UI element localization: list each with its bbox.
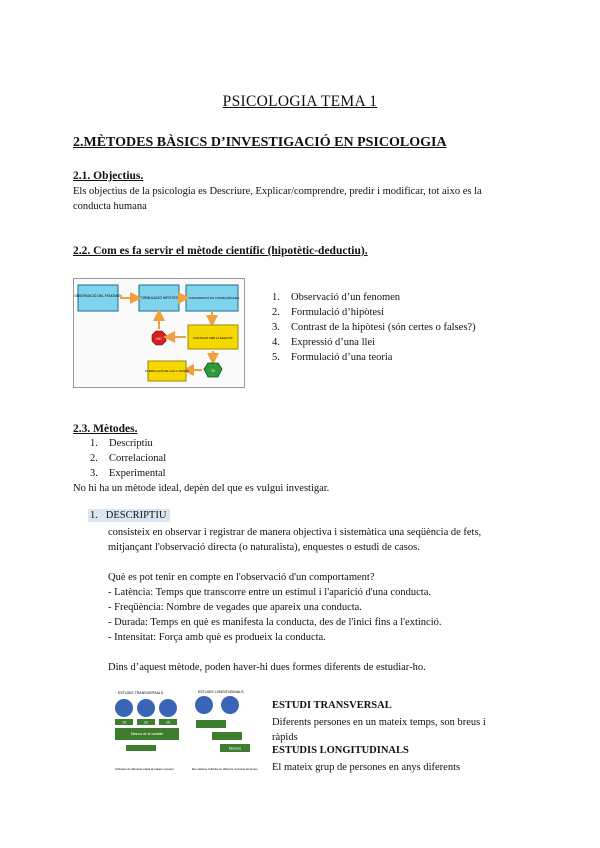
- heading-objectives: 2.1. Objectius.: [73, 170, 144, 182]
- heading-methods: 2.3. Mètodes.: [73, 423, 138, 435]
- descriptive-heading: [88, 510, 170, 521]
- list-item: [272, 320, 532, 335]
- group-circle: [115, 699, 133, 717]
- descriptive-label: DESCRIPTIU: [105, 510, 167, 521]
- go-sign-label: SI: [211, 369, 215, 373]
- longitudinal-title: ESTUDIS LONGITUDINALS: [272, 745, 409, 756]
- list-text: Expressió d’una llei: [291, 337, 375, 348]
- list-text: Observació d’un fenomen: [291, 292, 401, 303]
- descriptive-text-2: mitjançant l'observació directa (o naturalista), enquestes o estudi de casos.: [108, 542, 420, 553]
- box-contrast-label: CONTRAST AMB LA REALITAT: [193, 336, 233, 340]
- longitudinal-text: El mateix grup de persones en anys diferents: [272, 762, 461, 773]
- measure-box: [212, 732, 242, 740]
- list-num: 1.: [90, 438, 98, 449]
- list-num: 3.: [272, 322, 280, 333]
- list-num: 2.: [90, 453, 98, 464]
- list-text: Formulació d’hipòtesi: [291, 307, 385, 318]
- list-text: Formulació d’una teoria: [291, 352, 393, 363]
- fig-caption-left: Individus de diferents edats al mateix moment: [115, 767, 174, 771]
- list-text: Correlacional: [109, 453, 167, 464]
- methods-note: No hi ha un mètode ideal, depèn del que es vulgui investigar.: [73, 483, 330, 494]
- diagram-svg: [74, 279, 244, 387]
- age-label: 20: [144, 720, 148, 725]
- list-item: [272, 335, 532, 350]
- group-circle: [221, 696, 239, 714]
- box-observation: [78, 285, 118, 311]
- page-title: PSICOLOGIA TEMA 1: [222, 93, 378, 110]
- list-text: Descriptiu: [109, 438, 153, 449]
- list-text: Contrast de la hipòtesi (són certes o falses?): [291, 322, 476, 333]
- box-hypothesis-label: FORMULACIÓ HIPÒTESI: [139, 296, 179, 300]
- measure-box: [196, 720, 226, 728]
- measure-label: Mesures: [228, 746, 242, 751]
- list-num: 5.: [272, 352, 280, 363]
- measure-box: [126, 745, 156, 751]
- list-num: 1.: [272, 292, 280, 303]
- objectives-text: Els objectius de la psicologia es Descriure, Explicar/comprendre, predir i modificar, tot aixo es la conducta humana: [73, 186, 482, 212]
- list-item: [90, 466, 290, 481]
- study-forms-text: Dins d’aquest mètode, poden haver-hi dues formes diferents de estudiar-ho.: [108, 662, 426, 673]
- box-law-label: FORMULACIÓ DE LLEI O TEORIA: [145, 369, 189, 373]
- bullet-frequency: - Freqüència: Nombre de vegades que apareix una conducta.: [108, 602, 362, 613]
- transversal-text: Diferents persones en un mateix temps, son breus i ràpids: [272, 717, 486, 743]
- scientific-method-diagram: [73, 278, 245, 388]
- list-num: 4.: [272, 337, 280, 348]
- list-item: [90, 451, 290, 466]
- bullet-latency: - Latència: Temps que transcorre entre un estímul i l'aparició d'una conducta.: [108, 587, 431, 598]
- fig-label-transversal: ESTUDIS TRANSVERSALS: [118, 691, 164, 695]
- bullet-duration: - Durada: Temps en què es manifesta la conducta, des de l'inici fins a l'extinció.: [108, 617, 442, 628]
- methods-list: [90, 436, 290, 481]
- group-circle: [195, 696, 213, 714]
- fig-caption-right: Els mateixos individus en diferents moments del temps: [192, 768, 258, 771]
- studies-svg: [112, 688, 264, 782]
- age-label: 15: [122, 720, 126, 725]
- list-item: [272, 350, 532, 365]
- list-item: [272, 290, 532, 305]
- age-label: 25: [166, 720, 170, 725]
- descriptive-text-1: consisteix en observar i registrar de manera objectiva i sistemàtica una seqüència de fets,: [108, 527, 482, 538]
- group-circle: [137, 699, 155, 717]
- stop-sign-label: NO: [156, 337, 162, 341]
- list-num: 2.: [272, 307, 280, 318]
- observation-question: Què es pot tenir en compte en l'observació d'un comportament?: [108, 572, 375, 583]
- measure-bar-label: Mesura de la variable: [130, 732, 164, 736]
- list-item: [272, 305, 532, 320]
- descriptive-num: 1.: [90, 510, 98, 521]
- heading-scientific-method: 2.2. Com es fa servir el mètode científic (hipotètic-deductiu).: [73, 245, 368, 257]
- list-item: [90, 436, 290, 451]
- group-circle: [159, 699, 177, 717]
- section-heading-methods: 2.MÈTODES BÀSICS D’INVESTIGACIÓ EN PSICOLOGIA: [73, 135, 447, 150]
- transversal-title: ESTUDI TRANSVERSAL: [272, 700, 392, 711]
- box-consequences-label: TRANSFORMACIÓ EN CONSEQÜÈNCIES: [184, 296, 240, 300]
- studies-figure: [112, 688, 264, 782]
- scientific-steps-list: [272, 290, 532, 365]
- bullet-intensity: - Intensitat: Força amb què es produeix la conducta.: [108, 632, 326, 643]
- list-num: 3.: [90, 468, 98, 479]
- fig-label-longitudinal: ESTUDIS LONGITUDINALS: [198, 690, 244, 694]
- list-text: Experimental: [109, 468, 166, 479]
- box-observation-label: OBSERVACIÓ DEL FENOMEN: [74, 294, 122, 298]
